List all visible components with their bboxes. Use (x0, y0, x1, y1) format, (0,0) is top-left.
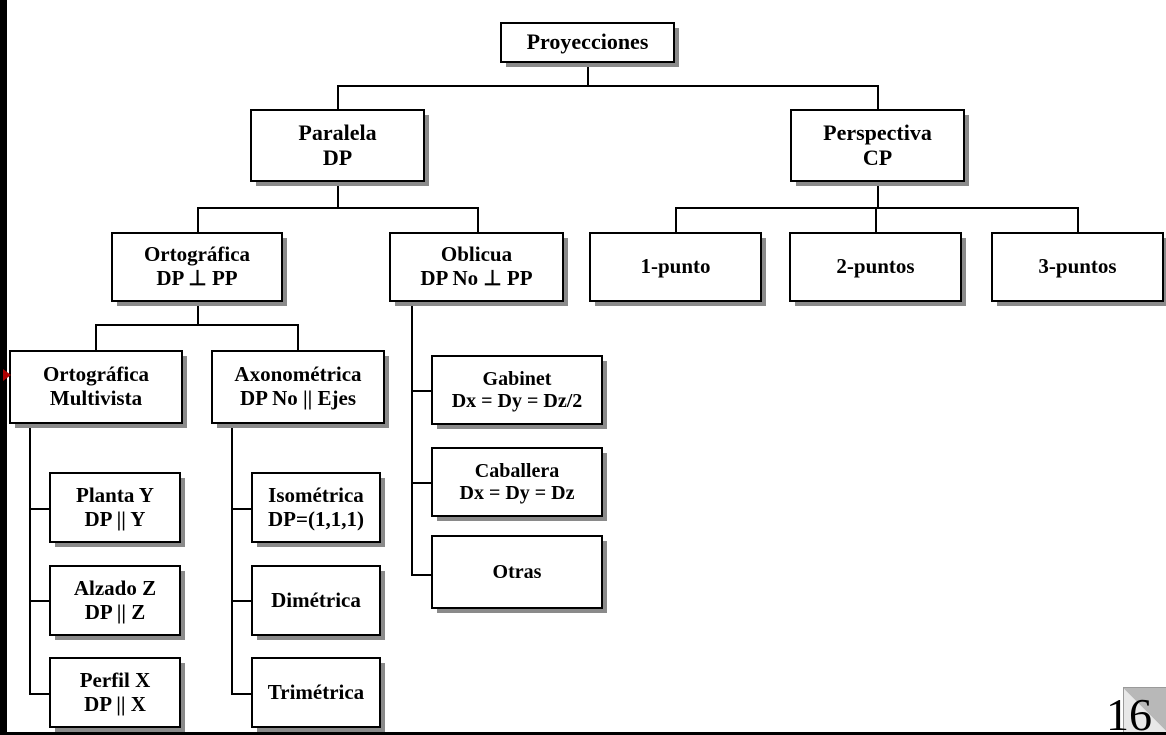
connector-ortografica-stem (197, 302, 199, 324)
connector-dimetrica-in (231, 600, 251, 602)
node-ortografica-multivista[interactable] (9, 350, 183, 424)
node-3-puntos-line1: 3-puntos (1038, 254, 1117, 279)
connector-isometrica-in (231, 508, 251, 510)
node-1-punto[interactable] (589, 232, 762, 302)
node-isometrica[interactable] (251, 472, 381, 543)
node-planta-line1: Planta Y (76, 482, 154, 507)
node-dimetrica[interactable] (251, 565, 381, 636)
connector-alzado-in (29, 600, 49, 602)
node-otras[interactable] (431, 535, 603, 609)
connector-perfil-in (29, 693, 49, 695)
node-alzado-line2: DP || Z (84, 599, 146, 624)
node-caballera-line1: Caballera (474, 459, 560, 482)
node-2-puntos[interactable] (789, 232, 962, 302)
connector-gabinet-in (411, 390, 431, 392)
node-alzado-z[interactable] (49, 565, 181, 636)
node-caballera[interactable] (431, 447, 603, 517)
node-paralela-line1: Paralela (298, 119, 377, 145)
connector-perspectiva-bus (675, 207, 1079, 209)
connector-paralela-down (337, 85, 339, 109)
node-gabinet-line1: Gabinet (482, 367, 552, 390)
node-oblicua-line1: Oblicua (440, 242, 513, 267)
connector-paralela-stem (337, 182, 339, 207)
connector-root-down (587, 63, 589, 85)
connector-caballera-in (411, 482, 431, 484)
connector-axonometrica-spine (231, 424, 233, 694)
node-oblicua[interactable] (389, 232, 564, 302)
node-otras-line1: Otras (492, 560, 542, 583)
connector-multivista-spine (29, 424, 31, 694)
connector-otras-in (411, 574, 431, 576)
node-ortografica-line2: DP ⊥ PP (156, 266, 238, 290)
connector-1punto-down (675, 207, 677, 232)
node-alzado-line1: Alzado Z (73, 575, 157, 600)
node-1-punto-line1: 1-punto (640, 254, 711, 279)
node-multivista-line2: Multivista (49, 386, 143, 410)
page-number: 16 (1106, 689, 1152, 735)
connector-ortografica-bus (95, 324, 299, 326)
node-2-puntos-line1: 2-puntos (836, 254, 915, 279)
node-dimetrica-line1: Dimétrica (271, 587, 361, 612)
node-gabinet-line2: Dx = Dy = Dz/2 (451, 390, 583, 412)
connector-oblicua-spine (411, 302, 413, 576)
node-trimetrica[interactable] (251, 657, 381, 728)
pointer-arrow-icon (0, 366, 11, 384)
node-proyecciones-line1: Proyecciones (526, 29, 649, 55)
node-paralela[interactable] (250, 109, 425, 182)
node-perfil-line1: Perfil X (79, 667, 151, 692)
node-perspectiva-line1: Perspectiva (823, 119, 932, 145)
node-isometrica-line2: DP=(1,1,1) (268, 506, 364, 531)
node-perfil-line2: DP || X (84, 691, 146, 716)
node-planta-y[interactable] (49, 472, 181, 543)
connector-trimetrica-in (231, 693, 251, 695)
connector-2puntos-down (875, 207, 877, 232)
node-multivista-line1: Ortográfica (42, 362, 150, 387)
connector-3puntos-down (1077, 207, 1079, 232)
connector-level2-bus (337, 85, 879, 87)
connector-axonometrica-down (297, 324, 299, 350)
connector-multivista-down (95, 324, 97, 350)
connector-ortografica-down (197, 207, 199, 232)
node-axonometrica[interactable] (211, 350, 385, 424)
node-caballera-line2: Dx = Dy = Dz (459, 482, 575, 504)
node-ortografica[interactable] (111, 232, 283, 302)
node-oblicua-line2: DP No ⊥ PP (420, 266, 533, 290)
connector-planta-in (29, 508, 49, 510)
node-paralela-line2: DP (322, 144, 353, 170)
node-isometrica-line1: Isométrica (268, 482, 364, 507)
node-trimetrica-line1: Trimétrica (267, 679, 365, 704)
node-axonometrica-line2: DP No || Ejes (240, 386, 356, 410)
node-gabinet[interactable] (431, 355, 603, 425)
node-3-puntos[interactable] (991, 232, 1164, 302)
node-axonometrica-line1: Axonométrica (234, 362, 362, 387)
node-planta-line2: DP || Y (84, 506, 146, 531)
node-perspectiva-line2: CP (862, 144, 893, 170)
connector-oblicua-down (477, 207, 479, 232)
node-ortografica-line1: Ortográfica (143, 242, 251, 267)
connector-perspectiva-stem (877, 183, 879, 207)
node-perfil-x[interactable] (49, 657, 181, 728)
node-proyecciones[interactable] (500, 22, 675, 63)
node-perspectiva[interactable] (790, 109, 965, 182)
connector-perspectiva-down (877, 85, 879, 109)
connector-paralela-bus (197, 207, 479, 209)
